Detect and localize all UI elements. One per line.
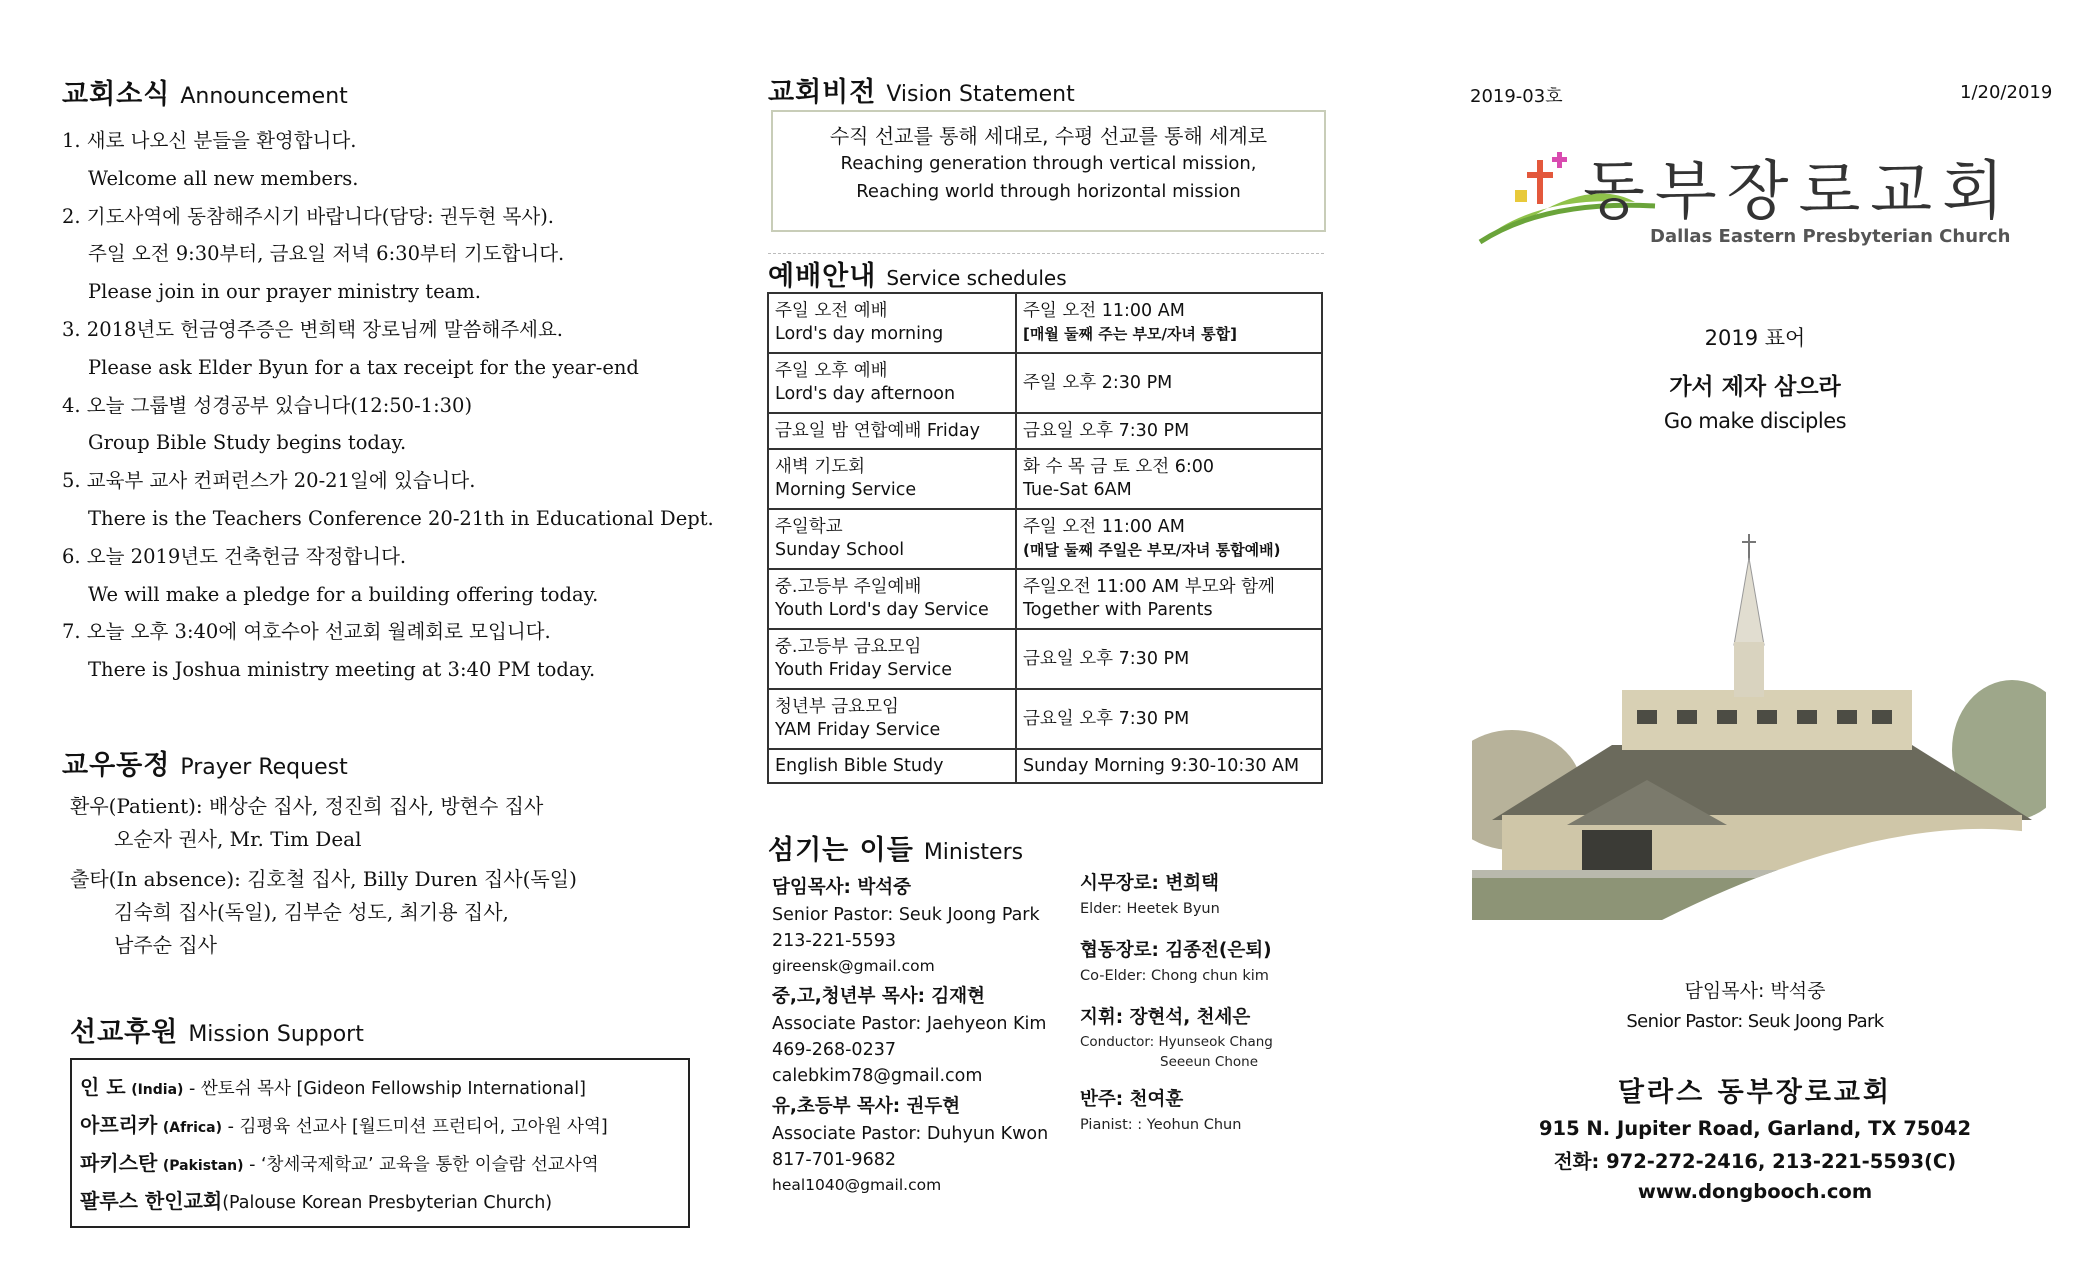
announcement-2-en: Please join in our prayer ministry team. <box>88 280 481 304</box>
schedule-cell-time <box>1016 749 1322 783</box>
mission-item <box>80 1184 680 1221</box>
minister-name: 반주: 천여훈 <box>1080 1089 1184 1110</box>
service-time: 화 수 목 금 토 오전 6:00 <box>1023 457 1215 477</box>
mission-detail: - 싼토쉬 목사 [Gideon Fellowship International] <box>183 1079 586 1099</box>
minister-entry <box>1080 937 1330 987</box>
minister-phone: 817-701-9682 <box>772 1150 896 1170</box>
schedule-cell-service <box>768 629 1016 689</box>
announcement-title-en: Announcement <box>180 84 348 109</box>
vision-en-2: Reaching world through horizontal mission <box>856 181 1241 202</box>
service-name-en: YAM Friday Service <box>775 720 941 740</box>
schedule-cell-service <box>768 509 1016 569</box>
service-name-en: Lord's day afternoon <box>775 384 956 404</box>
announcement-4-ko: 4. 오늘 그룹별 성경공부 있습니다(12:50-1:30) <box>62 393 473 417</box>
schedule-cell-time <box>1016 449 1322 509</box>
mission-country: 인 도 <box>80 1075 126 1099</box>
announcement-1-en: Welcome all new members. <box>88 166 359 190</box>
church-photo <box>1472 530 2046 920</box>
minister-entry <box>1080 1004 1330 1072</box>
schedule-cell-time <box>1016 569 1322 629</box>
minister-title-en: Associate Pastor: Jaehyeon Kim <box>772 1014 1047 1034</box>
announcement-list <box>62 122 714 689</box>
church-logo <box>1475 140 2014 250</box>
table-row <box>768 569 1322 629</box>
schedule-title-en: Service schedules <box>886 266 1067 290</box>
announcement-2-ko2: 주일 오전 9:30부터, 금요일 저녁 6:30부터 기도합니다. <box>88 242 565 266</box>
mission-title <box>70 1010 364 1049</box>
service-note: Together with Parents <box>1023 600 1213 620</box>
prayer-title <box>62 743 348 782</box>
schedule-cell-time <box>1016 353 1322 413</box>
schedule-cell-time <box>1016 629 1322 689</box>
minister-entry <box>772 874 1072 979</box>
minister-email: gireensk@gmail.com <box>772 957 935 975</box>
schedule-cell-service <box>768 293 1016 353</box>
prayer-line-2: 오순자 권사, Mr. Tim Deal <box>114 827 362 851</box>
schedule-cell-service <box>768 749 1016 783</box>
minister-name: 중,고,청년부 목사: 김재현 <box>772 986 986 1007</box>
minister-name: 협동장로: 김종전(은퇴) <box>1080 940 1272 961</box>
motto-en: Go make disciples <box>1663 409 1847 433</box>
mission-item <box>80 1070 680 1108</box>
prayer-title-ko: 교우동정 <box>62 750 171 781</box>
announcement-6-en: We will make a pledge for a building offering today. <box>88 582 599 606</box>
schedule-cell-service <box>768 413 1016 449</box>
service-name-en: English Bible Study <box>775 755 944 776</box>
service-note: Tue-Sat 6AM <box>1023 480 1132 500</box>
service-time: 금요일 오후 7:30 PM <box>1023 420 1190 441</box>
pastor-en: Senior Pastor: Seuk Joong Park <box>1626 1011 1884 1032</box>
service-name-ko: 중.고등부 금요모임 <box>775 637 922 657</box>
announcement-5-ko: 5. 교육부 교사 컨퍼런스가 20-21일에 있습니다. <box>62 469 476 493</box>
table-row <box>768 413 1322 449</box>
announcement-title-ko: 교회소식 <box>62 79 171 110</box>
prayer-title-en: Prayer Request <box>180 755 348 780</box>
ministers-title-en: Ministers <box>923 840 1024 865</box>
mission-country-en: (India) <box>131 1082 184 1098</box>
minister-title-en-2: Seeeun Chone <box>1160 1054 1258 1070</box>
mission-country-en: (Pakistan) <box>162 1158 244 1174</box>
minister-title-en: Pianist: : Yeohun Chun <box>1080 1117 1242 1133</box>
minister-entry <box>772 983 1072 1089</box>
mission-country: 아프리카 <box>80 1113 158 1137</box>
minister-title-en: Conductor: Hyunseok Chang <box>1080 1034 1273 1050</box>
service-time: 주일 오전 11:00 AM <box>1023 517 1185 537</box>
service-name-ko: 주일 오전 예배 <box>775 301 888 321</box>
announcement-6-ko: 6. 오늘 2019년도 건축헌금 작정합니다. <box>62 544 407 568</box>
vision-box <box>771 110 1326 232</box>
ministers-left <box>772 874 1072 1198</box>
schedule-table-wrap <box>767 292 1323 784</box>
announcement-title <box>62 72 348 111</box>
pastor-ko: 담임목사: 박석중 <box>1684 980 1826 1002</box>
mission-detail: - 김평육 선교사 [월드미션 프런티어, 고아원 사역] <box>222 1117 608 1137</box>
motto-block <box>1475 322 2035 433</box>
schedule-cell-time <box>1016 413 1322 449</box>
announcement-3-en: Please ask Elder Byun for a tax receipt for the year-end <box>88 355 639 379</box>
service-time: 주일오전 11:00 AM 부모와 함께 <box>1023 577 1275 597</box>
announcement-3-ko: 3. 2018년도 헌금영주증은 변희택 장로님께 말씀해주세요. <box>62 317 563 341</box>
minister-phone: 213-221-5593 <box>772 931 896 951</box>
minister-name: 시무장로: 변희택 <box>1080 873 1219 894</box>
mission-item <box>80 1146 680 1184</box>
minister-entry <box>1080 1086 1330 1136</box>
church-website: www.dongbooch.com <box>1637 1180 1873 1203</box>
announcement-2-ko: 2. 기도사역에 동참해주시기 바랍니다(담당: 권두현 목사). <box>62 204 554 228</box>
schedule-cell-service <box>768 449 1016 509</box>
service-name-ko: 주일 오후 예배 <box>775 361 888 381</box>
church-name-ko: 동부장로교회 <box>1583 155 2014 229</box>
vision-title-en: Vision Statement <box>886 82 1075 107</box>
minister-title-en: Senior Pastor: Seuk Joong Park <box>772 905 1040 925</box>
schedule-cell-time <box>1016 509 1322 569</box>
service-time: 주일 오전 11:00 AM <box>1023 301 1185 321</box>
mission-country: 파키스탄 <box>80 1151 158 1175</box>
schedule-cell-service <box>768 569 1016 629</box>
schedule-title-ko: 예배안내 <box>768 261 877 292</box>
announcement-7-ko: 7. 오늘 오후 3:40에 여호수아 선교회 월례회로 모입니다. <box>62 620 551 644</box>
service-name-en: Morning Service <box>775 480 917 500</box>
mission-detail: - ‘창세국제학교’ 교육을 통한 이슬람 선교사역 <box>243 1155 599 1175</box>
service-name-en: Lord's day morning <box>775 324 944 344</box>
church-address: 915 N. Jupiter Road, Garland, TX 75042 <box>1538 1117 1972 1140</box>
service-name-en: Youth Lord's day Service <box>775 600 989 620</box>
minister-entry <box>772 1093 1072 1198</box>
minister-email: calebkim78@gmail.com <box>772 1066 983 1086</box>
issue-number: 2019-03호 <box>1470 86 1563 107</box>
schedule-cell-time <box>1016 293 1322 353</box>
vision-en-1: Reaching generation through vertical mission, <box>840 153 1257 174</box>
ministers-title <box>768 828 1023 867</box>
prayer-line-3: 출타(In absence): 김호철 집사, Billy Duren 집사(독일) <box>70 867 577 891</box>
mission-title-ko: 선교후원 <box>70 1017 179 1048</box>
ministers-title-ko: 섬기는 이들 <box>768 835 914 866</box>
church-name-en: Dallas Eastern Presbyterian Church <box>1650 226 2011 247</box>
service-name-ko: 청년부 금요모임 <box>775 697 899 717</box>
table-row <box>768 749 1322 783</box>
table-row <box>768 509 1322 569</box>
mission-title-en: Mission Support <box>188 1022 364 1047</box>
announcement-4-en: Group Bible Study begins today. <box>88 431 407 455</box>
service-name-en: Youth Friday Service <box>775 660 952 680</box>
service-time: 금요일 오후 7:30 PM <box>1023 708 1190 729</box>
table-row <box>768 689 1322 749</box>
minister-email: heal1040@gmail.com <box>772 1176 942 1194</box>
minister-title-en: Elder: Heetek Byun <box>1080 901 1220 917</box>
vision-ko: 수직 선교를 통해 세대로, 수평 선교를 통해 세계로 <box>829 124 1268 148</box>
church-building-image <box>1472 530 2046 920</box>
prayer-line-1: 환우(Patient): 배상순 집사, 정진희 집사, 방현수 집사 <box>70 794 544 818</box>
vision-title-ko: 교회비전 <box>768 77 877 108</box>
motto-ko: 가서 제자 삼으라 <box>1669 374 1841 400</box>
service-name-ko: 중.고등부 주일예배 <box>775 577 922 597</box>
mission-detail: (Palouse Korean Presbyterian Church) <box>222 1193 553 1213</box>
schedule-cell-service <box>768 689 1016 749</box>
minister-entry <box>1080 870 1330 920</box>
minister-title-en: Co-Elder: Chong chun kim <box>1080 968 1269 984</box>
schedule-cell-service <box>768 353 1016 413</box>
schedule-title <box>768 253 1324 293</box>
schedule-cell-time <box>1016 689 1322 749</box>
prayer-line-4: 김숙희 집사(독일), 김부순 성도, 최기용 집사, <box>114 900 509 924</box>
church-phone: 전화: 972-272-2416, 213-221-5593(C) <box>1553 1150 1957 1173</box>
minister-name: 담임목사: 박석중 <box>772 877 911 898</box>
mission-country: 팔루스 한인교회 <box>80 1189 223 1213</box>
service-name-en: Sunday School <box>775 540 905 560</box>
mission-box <box>70 1058 690 1228</box>
table-row <box>768 449 1322 509</box>
announcement-5-en: There is the Teachers Conference 20-21th in Educational Dept. <box>88 506 714 530</box>
mission-item <box>80 1108 680 1146</box>
contact-block <box>1475 1070 2035 1203</box>
issue-date: 1/20/2019 <box>1960 82 2053 103</box>
service-note: (매달 둘째 주일은 부모/자녀 통합예배) <box>1023 541 1281 559</box>
minister-name: 유,초등부 목사: 권두현 <box>772 1096 961 1117</box>
prayer-line-5: 남주순 집사 <box>114 933 217 957</box>
service-time: 주일 오후 2:30 PM <box>1023 372 1173 393</box>
vision-title <box>768 70 1075 109</box>
pastor-block <box>1475 976 2035 1032</box>
minister-title-en: Associate Pastor: Duhyun Kwon <box>772 1124 1049 1144</box>
minister-phone: 469-268-0237 <box>772 1040 896 1060</box>
church-full-name: 달라스 동부장로교회 <box>1617 1077 1893 1108</box>
table-row <box>768 629 1322 689</box>
schedule-table <box>767 292 1323 784</box>
minister-name: 지휘: 장현석, 천세은 <box>1080 1007 1251 1028</box>
motto-label: 2019 표어 <box>1704 326 1806 350</box>
service-note: [매월 둘째 주는 부모/자녀 통합] <box>1023 325 1237 343</box>
mission-country-en: (Africa) <box>162 1120 223 1136</box>
prayer-list <box>70 790 577 962</box>
service-name-ko: 주일학교 <box>775 517 843 537</box>
announcement-1-ko: 1. 새로 나오신 분들을 환영합니다. <box>62 129 357 152</box>
ministers-right <box>1080 870 1330 1136</box>
service-time: 금요일 오후 7:30 PM <box>1023 648 1190 669</box>
service-name-ko: 금요일 밤 연합예배 Friday <box>775 420 980 441</box>
announcement-7-en: There is Joshua ministry meeting at 3:40 PM today. <box>88 658 596 682</box>
service-time: Sunday Morning 9:30-10:30 AM <box>1023 755 1300 776</box>
table-row <box>768 293 1322 353</box>
table-row <box>768 353 1322 413</box>
service-name-ko: 새벽 기도회 <box>775 457 866 477</box>
